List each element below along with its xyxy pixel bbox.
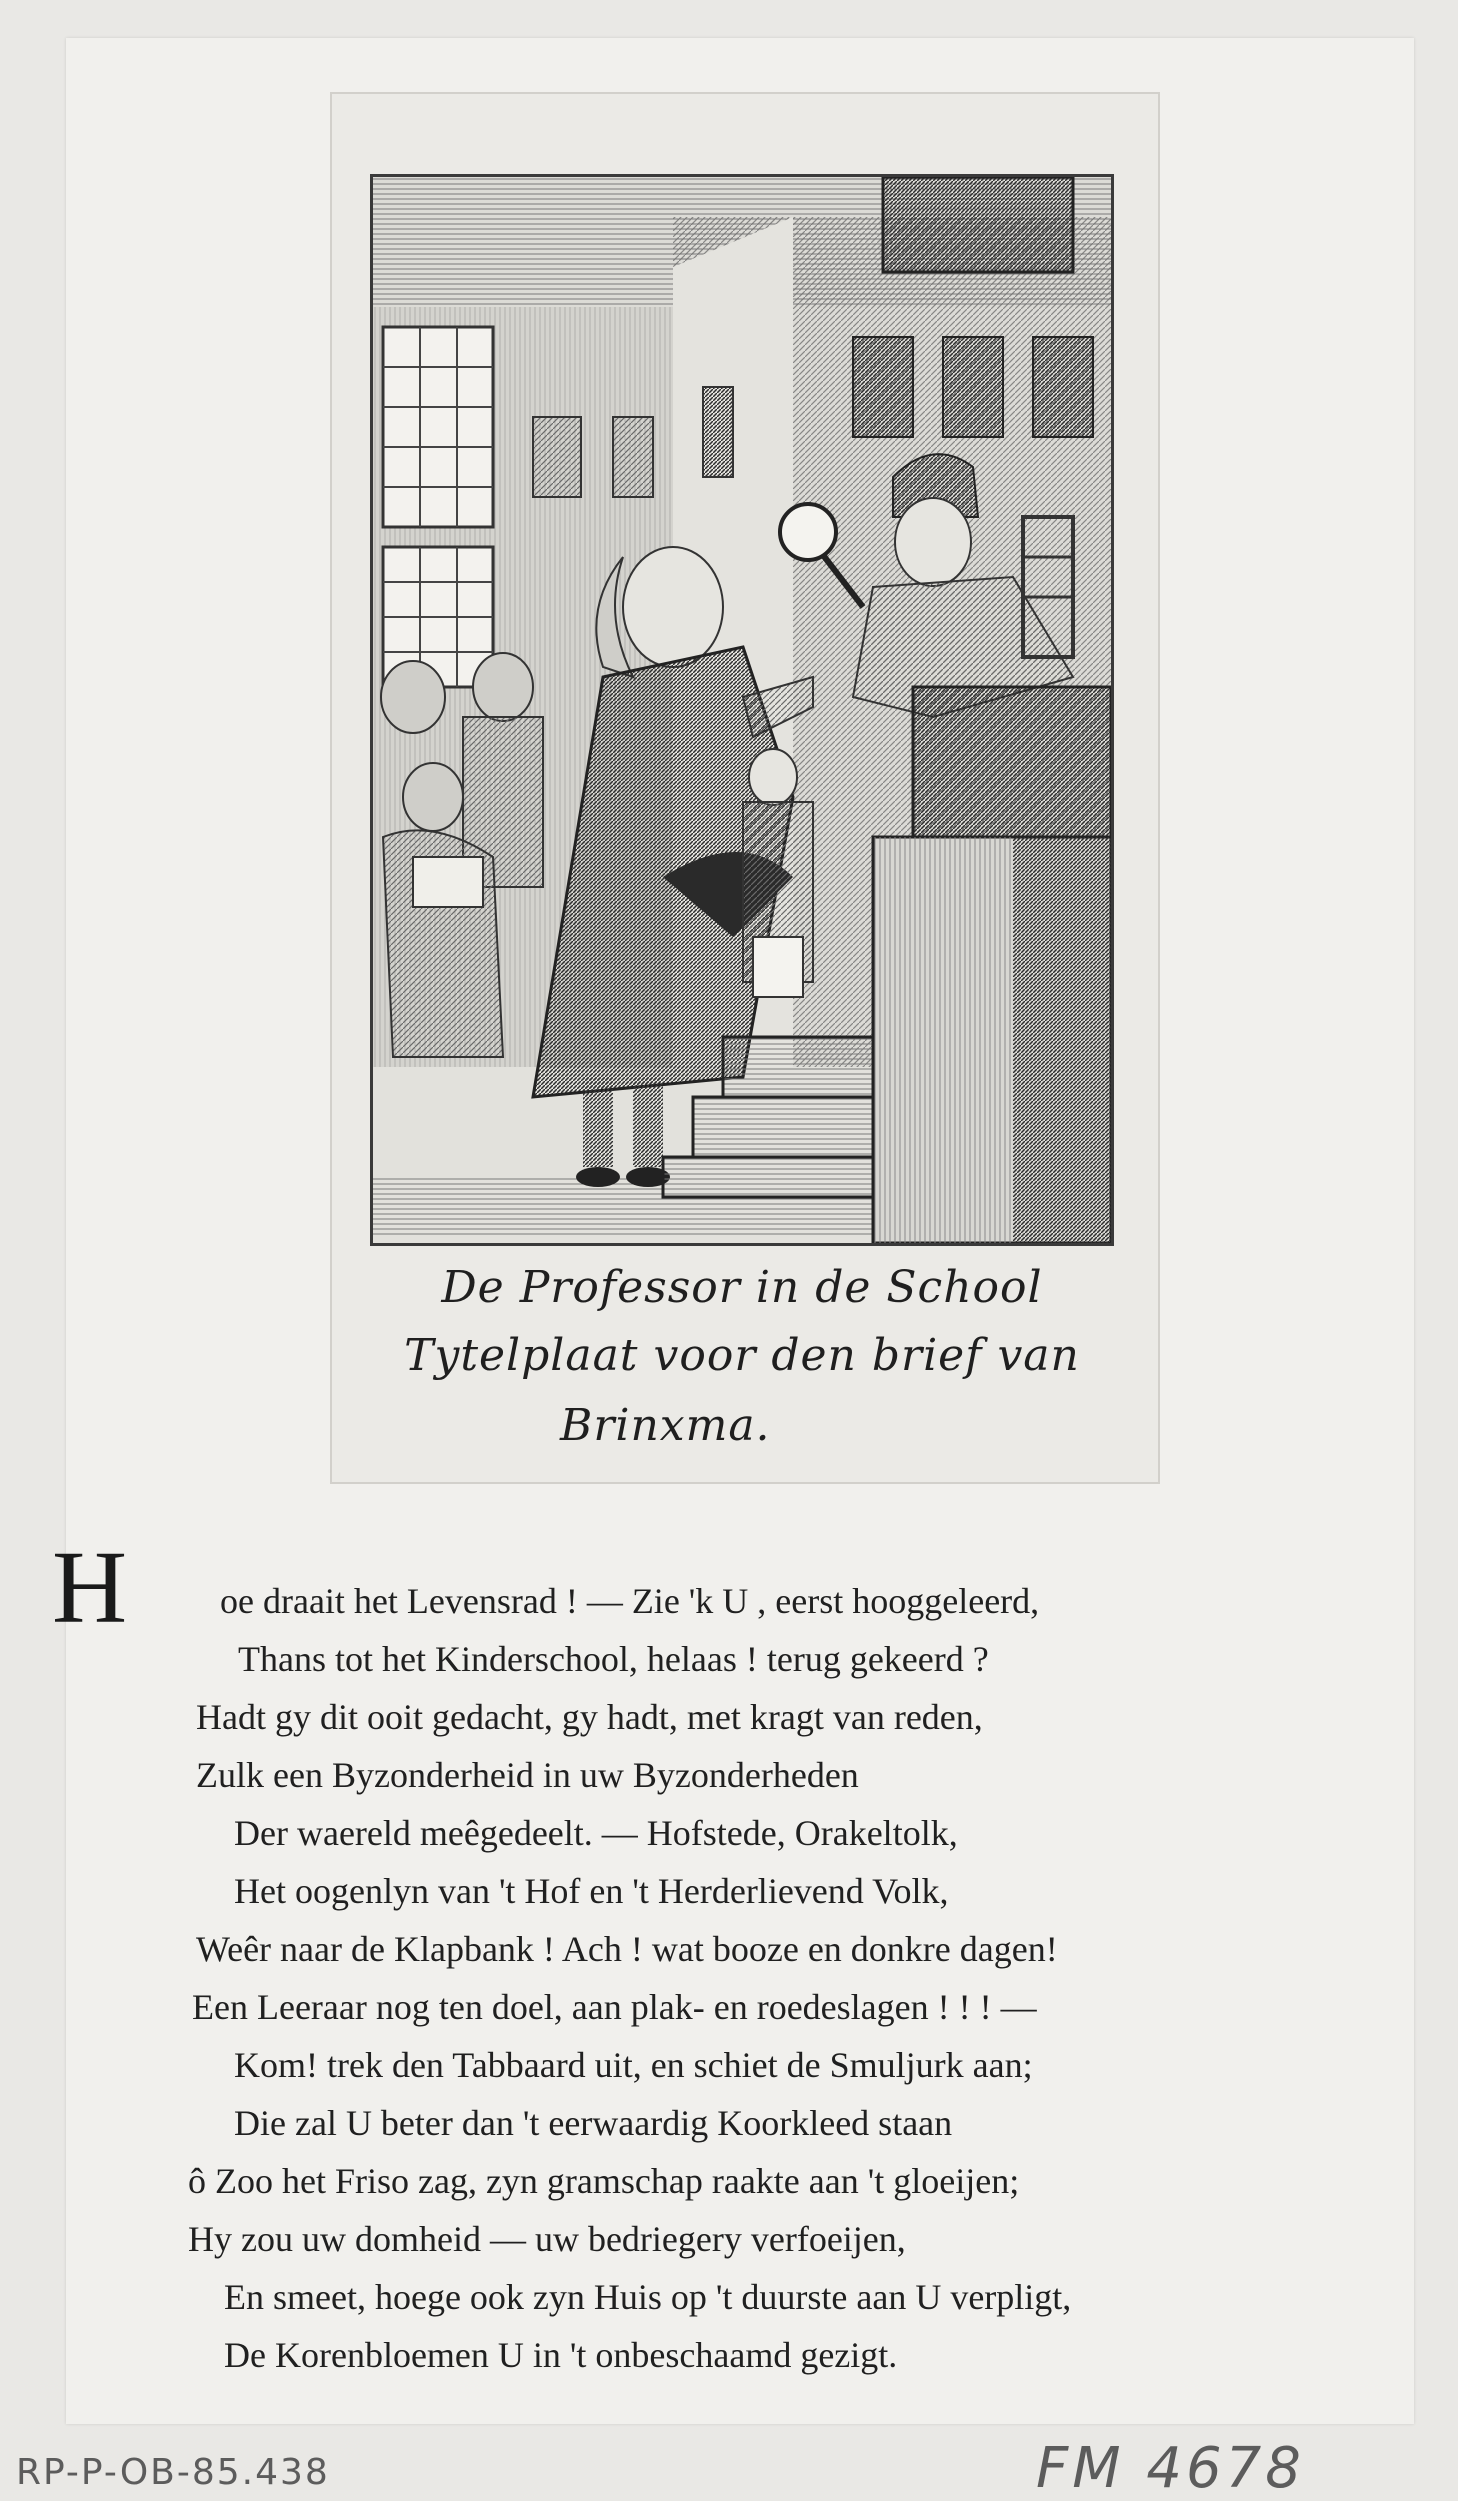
poem-dropcap: H [52, 1530, 128, 1645]
poem-line: Der waereld meêgedeelt. — Hofstede, Orakeltolk, [234, 1813, 958, 1853]
poem-line: oe draait het Levensrad ! — Zie 'k U , eerst hooggeleerd, [220, 1581, 1040, 1621]
engraving-illustration [370, 174, 1114, 1246]
caption-author: Brinxma. [560, 1400, 771, 1451]
poem-line: En smeet, hoege ook zyn Huis op 't duurste aan U verpligt, [224, 2277, 1072, 2317]
poem-line: Weêr naar de Klapbank ! Ach ! wat booze en donkre dagen! [196, 1929, 1058, 1969]
inventory-number: RP-P-OB-85.438 [16, 2452, 330, 2493]
poem-line: Zulk een Byzonderheid in uw Byzonderheden [196, 1755, 859, 1795]
poem-line: Hadt gy dit ooit gedacht, gy hadt, met kragt van reden, [196, 1697, 983, 1737]
poem-line: De Korenbloemen U in 't onbeschaamd gezigt. [224, 2335, 898, 2375]
caption-subtitle: Tytelplaat voor den brief van [404, 1330, 1080, 1381]
poem-line: Kom! trek den Tabbaard uit, en schiet de Smuljurk aan; [234, 2045, 1033, 2085]
poem-line: Hy zou uw domheid — uw bedriegery verfoeijen, [188, 2219, 906, 2259]
poem-line: Thans tot het Kinderschool, helaas ! terug gekeerd ? [238, 1639, 989, 1679]
poem-line: Een Leeraar nog ten doel, aan plak- en roedeslagen ! ! ! — [192, 1987, 1037, 2027]
poem-line: Het oogenlyn van 't Hof en 't Herderlievend Volk, [234, 1871, 949, 1911]
poem-line: ô Zoo het Friso zag, zyn gramschap raakte aan 't gloeijen; [188, 2161, 1020, 2201]
handwritten-number: FM 4678 [1036, 2436, 1305, 2501]
poem-line: Die zal U beter dan 't eerwaardig Koorkleed staan [234, 2103, 953, 2143]
caption-title: De Professor in de School [441, 1262, 1043, 1313]
engraving-scene [373, 177, 1111, 1243]
